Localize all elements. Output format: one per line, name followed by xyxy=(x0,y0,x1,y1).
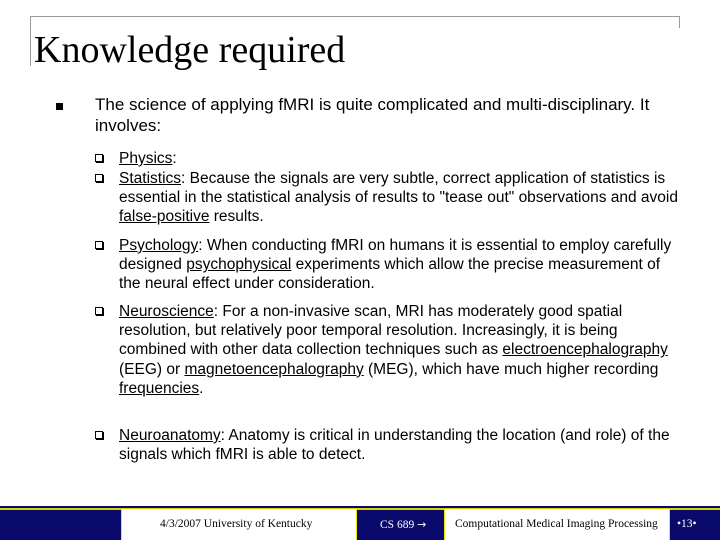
link-false-positive[interactable]: false-positive xyxy=(119,208,210,226)
link-electroencephalography[interactable]: electroencephalography xyxy=(502,341,668,359)
list-item-psychology xyxy=(119,236,679,294)
item-text: (EEG) or xyxy=(119,360,185,378)
item-text: results. xyxy=(209,208,264,226)
item-text: : Because the signals are very subtle, correct application of statistics is essential in the statistical analysis of results to "tease out" observations and avoid xyxy=(119,170,678,207)
link-magnetoencephalography[interactable]: magnetoencephalography xyxy=(184,360,364,378)
list-item-neuroscience xyxy=(119,302,679,398)
square-bullet-icon xyxy=(56,103,63,110)
link-neuroscience[interactable]: Neuroscience xyxy=(119,303,214,320)
slide-frame-right xyxy=(679,16,680,28)
link-physics[interactable]: Physics xyxy=(119,150,173,167)
checkbox-bullet-icon xyxy=(95,431,103,439)
item-text: : When conducting fMRI on humans it is essential to employ carefully designed xyxy=(119,237,672,274)
footer-course-title: Computational Medical Imaging Processing xyxy=(455,518,658,530)
checkbox-bullet-icon xyxy=(95,307,103,315)
item-text: : For a non-invasive scan, MRI has moderately good spatial resolution, but relatively poor temporal resolution. Increasingly, it is being combined with other data collection techniques such as xyxy=(119,303,623,359)
list-item-physics xyxy=(119,149,679,168)
item-text: : xyxy=(172,150,177,167)
checkbox-bullet-icon xyxy=(95,241,103,249)
item-text: experiments which allow the precise measurement of the neural effect under consideration. xyxy=(119,256,661,293)
list-item-neuroanatomy xyxy=(119,426,679,464)
link-neuroanatomy[interactable]: Neuroanatomy xyxy=(119,427,221,444)
item-text: . xyxy=(199,379,204,397)
link-frequencies[interactable]: frequencies xyxy=(119,379,200,397)
intro-text: The science of applying fMRI is quite complicated and multi-disciplinary. It involves: xyxy=(95,95,650,135)
checkbox-bullet-icon xyxy=(95,154,103,162)
list-item-statistics xyxy=(119,169,679,227)
link-psychophysical[interactable]: psychophysical xyxy=(186,256,292,274)
link-psychology[interactable]: Psychology xyxy=(119,237,199,254)
checkbox-bullet-icon xyxy=(95,174,103,182)
footer-course xyxy=(380,518,426,531)
footer-course-code: CS 689 xyxy=(380,519,415,531)
link-statistics[interactable]: Statistics xyxy=(119,170,182,187)
slide-title: Knowledge required xyxy=(34,29,346,71)
item-text: : Anatomy is critical in understanding the location (and role) of the signals which fMRI is able to detect. xyxy=(119,427,670,464)
footer-page-number: •13• xyxy=(677,518,697,530)
arrow-right-icon: → xyxy=(417,518,427,531)
footer-date-org: 4/3/2007 University of Kentucky xyxy=(160,518,313,530)
slide-frame-top xyxy=(30,16,680,17)
slide-frame-left xyxy=(30,16,31,66)
item-text: (MEG), which have much higher recording xyxy=(363,360,659,378)
